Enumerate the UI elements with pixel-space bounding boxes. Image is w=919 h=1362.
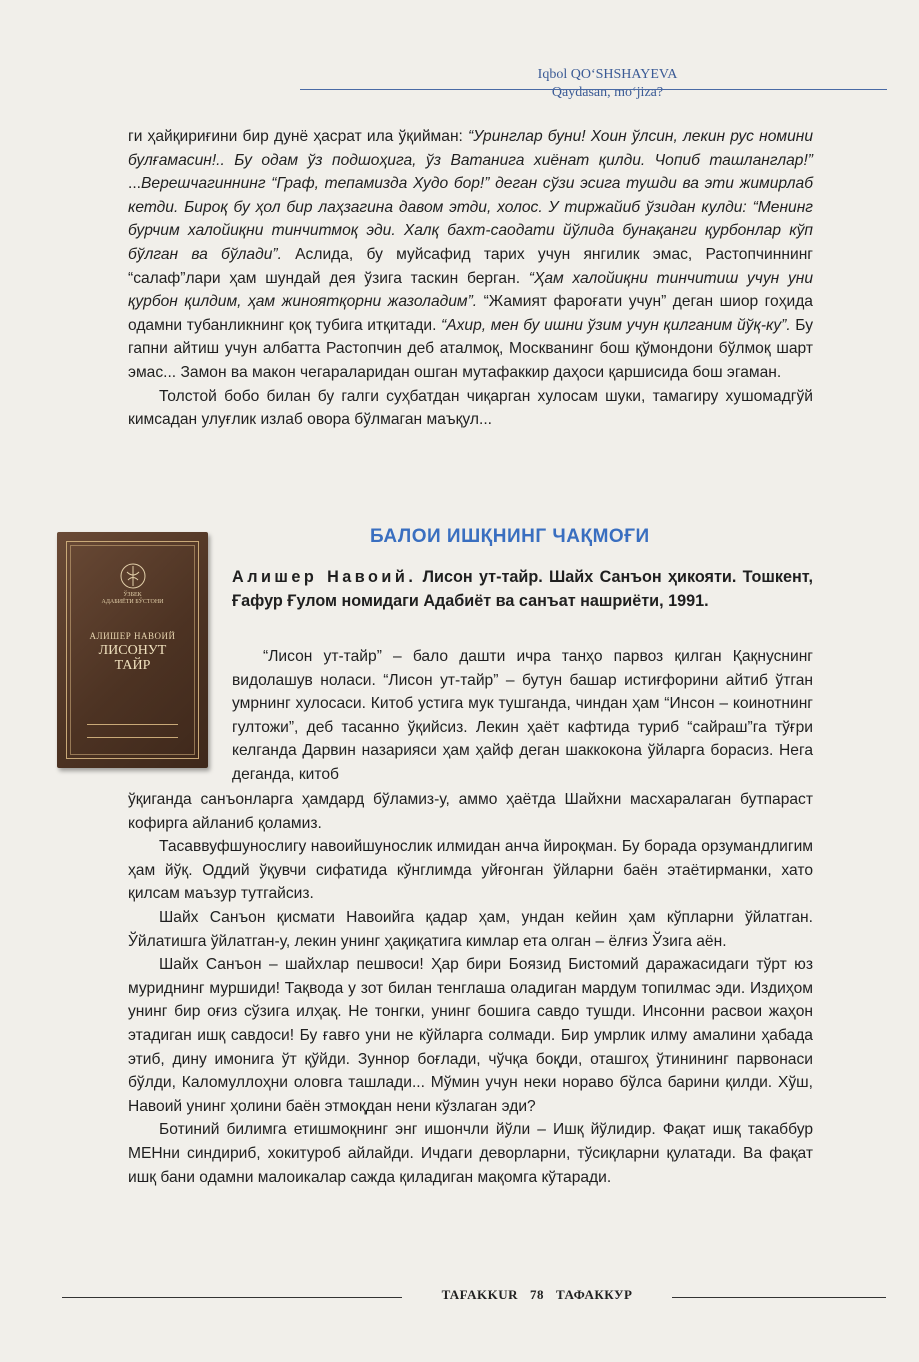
body-text-top (128, 125, 813, 432)
cover-ornament (87, 724, 178, 738)
footer-label (417, 1287, 657, 1303)
cover-author: АЛИШЕР НАВОИЙ (89, 631, 176, 641)
body-text-lower (128, 788, 813, 1189)
header-title: Qaydasan, mo‘jiza? (551, 85, 664, 100)
biblio-author: Алишер Навоий. (232, 568, 417, 586)
paragraph: “Лисон ут-тайр” – бало дашти ичра танҳо парвоз қилган Қақнуснинг видолашув ноласи. “Лисон ут-тайр” – бутун башар истиғфорини айтиб ўтган умрнинг хулосаси. Китоб устига мук тушганда, чиндан ҳам “Инсон – коинотнинг гултожи”, деб тасанно ўқийсиз. Лекин ҳаёт кафтида туриб “сайраш”га тўғри келганда Дарвин назарияси ҳам ҳайф деган шаккокона ўйларга борасиз. Нега деганда, китоб (232, 648, 813, 783)
bibliographic-reference (232, 565, 813, 613)
paragraph: Толстой бобо билан бу галги суҳбатдан чиқарган хулосам шуки, тамагиру хушомадгўй кимсадан улуғлик излаб овора бўлмаган маъқул... (128, 387, 813, 429)
footer-rule-right (672, 1297, 886, 1298)
header-author: Iqbol QO‘SHSHAYEVA (537, 67, 678, 82)
cover-series-line: ЎЗБЕК (123, 592, 142, 598)
cover-title-line: ЛИСОНУТ (98, 643, 167, 658)
cover-title-line: ТАЙР (114, 658, 151, 673)
section-title: БАЛОИ ИШҚНИНГ ЧАҚМОҒИ (370, 526, 650, 547)
footer-left-title: TAFAKKUR (441, 1287, 519, 1302)
cover-series-line: АДАБИЁТИ БЎСТОНИ (101, 599, 164, 605)
biblio-details: Лисон ут-тайр. Шайх Санъон ҳикояти. Тошкент, Ғафур Ғулом номидаги Адабиёт ва санъат нашриёти, 1991. (232, 568, 813, 610)
header-rule (300, 89, 887, 90)
paragraph: Шайх Санъон қисмати Навоийга қадар ҳам, ундан кейин ҳам кўпларни ўйлатган. Ўйлатишга ўйлатган-у, лекин унинг ҳақиқатига кимлар ета олган – ёлғиз Ўзига аён. (128, 908, 813, 950)
paragraph: ўқиганда санъонларга ҳамдард бўламиз-у, аммо ҳаётда Шайхни масхаралаган бутпараст кофирга айланиб қоламиз. (128, 791, 813, 832)
cover-series (57, 592, 208, 606)
book-cover-image (57, 532, 208, 768)
emblem-icon (119, 562, 147, 590)
cover-title (57, 643, 208, 673)
footer-rule-left (62, 1297, 402, 1298)
paragraph: Тасаввуфшунослигу навоийшунослик илмидан анча йироқман. Бу борада орзумандлигим ҳам йўқ. Оддий ўқувчи сифатида кўнглимда уйғонган ўйларни баён этаётирманки, хато қилсам маъзур тутгайсиз. (128, 838, 813, 903)
paragraph: Шайх Санъон – шайхлар пешвоси! Ҳар бири Боязид Бистомий даражасидаги тўрт юз муриднинг муршиди! Тақводa у зот билан тенглаша оладиган мардум топилмас эди. Издиҳом унинг бир оғиз сўзига илҳақ. Не тонгки, унинг бошига савдо тушди. Инсонни расвои жаҳон этадиган ишқ савдоси! Бу ғавғо уни не кўйларга солмади. Бир умрлик илму амалини ҳабада этиб, дину имонига ўт қўйди. Зуннор боғлади, чўчқа боқди, оташгоҳ ўтинининг парвонаси бўлди, Каломуллоҳни оловга ташлади... Мўмин учун неки нораво бўлса барини қилди. Хўш, Навоий унинг ҳолини баён этмоқдан нени кўзлаган эди? (128, 956, 813, 1115)
running-header (330, 66, 885, 101)
paragraph: Ботиний билимга етишмоқнинг энг ишончли йўли – Ишқ йўлидир. Фақат ишқ такаббур МЕНни синдириб, хокитуроб айлайди. Ичдаги деворларни, тўсиқларни қулатади. Ва фақат ишқ бани одамни малоикалар сажда қиладиган мақомга кўтаради. (128, 1121, 813, 1186)
paragraph: ги ҳайқириғини бир дунё ҳасрат ила ўқийман: “Уринглар буни! Хоин ўлсин, лекин рус номини булғамасин!.. Бу одам ўз подшоҳига, ўз Ватанига хиёнат қилди. Чопиб ташланглар!” ...Верешчагиннинг “Граф, тепамизда Худо бор!” деган сўзи эсига тушди ва эти жимирлаб кетди. Бироқ бу ҳол бир лаҳзагина давом этди, холос. У тиржайиб ўзидан кулди: “Менинг бурчим халойиқни тинчитмоқ эди. Халқ бахт-саодати йўлида бунақанги қурбонлар кўп бўлган ва бўлади”. Аслида, бу муйсафид тарих учун янгилик эмас, Растопчиннинг “салаф”лари ҳам шундай дея ўзига таскин берган. “Ҳам халойиқни тинчитиш учун уни қурбон қилдим, ҳам жиноятқорни жазоладим”. “Жамият фароғати учун” деган шиор гоҳида одамни тубанликнинг қоқ тубига итқитади. “Ахир, мен бу ишни ўзим учун қилганим йўқ-ку”. Бу гапни айтиш учун албатта Растопчин деб аталмоқ, Москванинг бош қўмондони бўлмоқ шарт эмас... Замон ва макон чегараларидан ошган мутафаккир даҳоси қаршисида бош эгаман. (128, 128, 814, 381)
page-footer (62, 1287, 886, 1307)
footer-right-title: ТАФАККУР (556, 1287, 633, 1302)
body-text-wrap (232, 645, 813, 787)
page-number: 78 (530, 1287, 545, 1302)
